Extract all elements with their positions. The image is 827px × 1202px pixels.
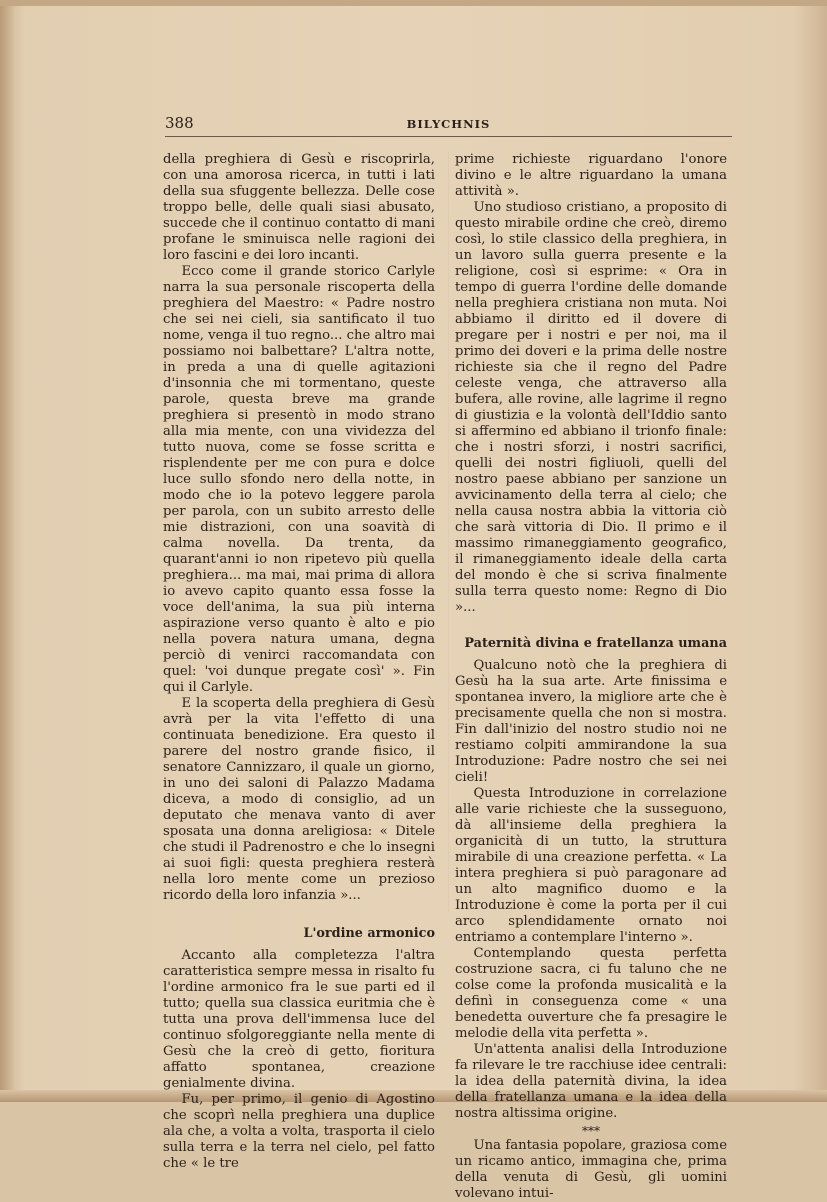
page-number: 388 [165,114,194,132]
page-edge-top [0,0,827,6]
page-edge-left [0,0,14,1102]
page-header [165,112,732,137]
left-column [163,152,435,1172]
section-heading: Paternità divina e fratellanza umana [464,636,727,651]
section-break-asterism: *** [582,1124,600,1138]
paragraph: Un'attenta analisi della Introduzione fa rilevare le tre racchiuse idee centrali: la idea della paternità divina, la idea della fratellanza umana e la idea della nostra altissima origine. [455,1042,727,1121]
paragraph: Uno studioso cristiano, a proposito di questo mirabile ordine che creò, diremo così, lo stile classico della preghiera, in un lavoro sulla guerra presente e la religione, così si esprime: « Ora in tempo di guerra l'ordine delle domande nella preghiera cristiana non muta. Noi abbiamo il diritto ed il dovere di pregare per i nostri e per noi, ma il primo dei doveri e la prima delle nostre richieste sia che il regno del Padre celeste venga, che attraverso alla bufera, alle rovine, alle lagrime il regno di giustizia e la volontà dell'Iddio santo si affermino ed abbiano il trionfo finale: che i nostri sforzi, i nostri sacrifici, quelli dei nostri figliuoli, quelli del nostro paese abbiano per sanzione un avvicinamento della terra al cielo; che nella causa nostra abbia la vittoria ciò che sarà vittoria di Dio. Il primo e il massimo rimaneggiamento geografico, il rimaneggiamento ideale della carta del mondo è che si scriva finalmente sulla terra questo nome: Regno di Dio »... [455,200,727,615]
running-head: BILYCHNIS [406,117,491,131]
paragraph: Questa Introduzione in correlazione alle varie richieste che la susseguono, dà all'insieme della preghiera la organicità di un tutto, la struttura mirabile di una creazione perfetta. « La intera preghiera si può paragonare ad un alto magnifico duomo e la Introduzione è come la porta per il cui arco splendidamente ornato noi entriamo a contemplare l'interno ». [455,786,727,945]
section-heading: L'ordine armonico [303,926,435,941]
paragraph: Ecco come il grande storico Carlyle narra la sua personale riscoperta della preghiera del Maestro: « Padre nostro che sei nei cieli, sia santificato il tuo nome, venga il tuo regno... che altro mai possiamo noi balbettare? L'altra notte, in preda a una di quelle agitazioni d'insonnia che mi tormentano, queste parole, questa breve ma grande preghiera si presentò in modo strano alla mia mente, con una vividezza del tutto nuova, come se fosse scritta e risplendente per me con pura e dolce luce sullo sfondo nero della notte, in modo che io la potevo leggere parola per parola, con un subito arresto delle mie distrazioni, con una soavità di calma novella. Da trenta, da quarant'anni io non ripetevo più quella preghiera... ma mai, mai prima di allora io avevo capito quanto essa fosse la voce dell'anima, la sua più interna aspirazione verso quanto è alto e pio nella povera natura umana, degna perciò di venirci raccomandata con quel: 'voi dunque pregate così' ». Fin qui il Carlyle. [163,264,435,695]
paragraph: prime richieste riguardano l'onore divino e le altre riguardano la umana attività ». [455,152,727,199]
right-column [455,152,727,1202]
paragraph: Contemplando questa perfetta costruzione sacra, ci fu taluno che ne colse come la profonda musicalità e la definì in conseguenza come « una benedetta ouverture che fa presagire le melodie della vita perfetta ». [455,946,727,1041]
paragraph: della preghiera di Gesù e riscoprirla, con una amorosa ricerca, in tutti i lati della sua sfuggente bellezza. Delle cose troppo belle, delle quali siasi abusato, succede che il continuo contatto di mani profane le sminuisca nelle ragioni dei loro fascini e dei loro incanti. [163,152,435,263]
paragraph: E la scoperta della preghiera di Gesù avrà per la vita l'effetto di una continuata benedizione. Era questo il parere del nostro grande fisico, il senatore Cannizzaro, il quale un giorno, in uno dei saloni di Palazzo Madama diceva, a modo di consiglio, ad un deputato che menava vanto di aver sposata una donna areligiosa: « Ditele che studi il Padrenostro e che lo insegni ai suoi figli: questa preghiera resterà nella loro mente come un prezioso ricordo della loro infanzia »... [163,696,435,903]
paragraph: Una fantasia popolare, graziosa come un ricamo antico, immagina che, prima della venuta di Gesù, gli uomini volevano intui- [455,1138,727,1201]
paragraph: Qualcuno notò che la preghiera di Gesù ha la sua arte. Arte finissima e spontanea invero, la migliore arte che è precisamente quella che non si mostra. Fin dall'inizio del nostro studio noi ne restiamo colpiti ammirandone la sua Introduzione: Padre nostro che sei nei cieli! [455,658,727,785]
column-gutter [448,152,449,912]
paragraph: Accanto alla completezza l'altra caratteristica sempre messa in risalto fu l'ordine armonico fra le sue parti ed il tutto; quella sua classica euritmia che è tutta una prova dell'immensa luce del continuo sfolgoreggiante nella mente di Gesù che la creò di getto, fioritura affatto spontanea, creazione genialmente divina. [163,948,435,1091]
paragraph: Fu, per primo, il genio di Agostino che scoprì nella preghiera una duplice ala che, a volta a volta, trasporta il cielo sulla terra e la terra nel cielo, pel fatto che « le tre [163,1092,435,1171]
